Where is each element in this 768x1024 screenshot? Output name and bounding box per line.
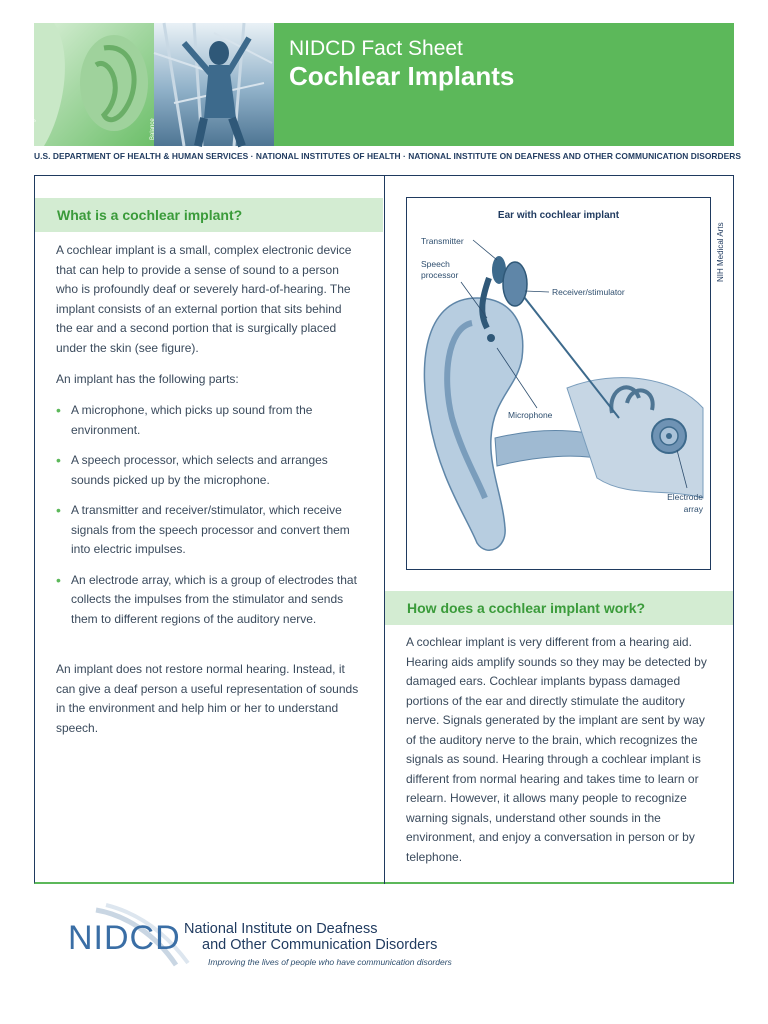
fact-sheet-label: NIDCD Fact Sheet	[289, 37, 463, 60]
list-item: • A speech processor, which selects and arranges sounds picked up by the microphone.	[56, 452, 328, 487]
logo-wordmark: NIDCD	[68, 919, 181, 957]
label-speech-processor-1: Speech	[421, 259, 450, 269]
column-divider	[384, 175, 385, 884]
bullet-icon: •	[56, 452, 61, 468]
tagline: Improving the lives of people who have communication disorders	[208, 957, 452, 967]
bullet-icon: •	[56, 502, 61, 518]
figure-title: Ear with cochlear implant	[497, 210, 620, 221]
figure-credit: NIH Medical Arts	[716, 222, 725, 282]
list-item: • A transmitter and receiver/stimulator, which receive signals from the speech processor and convert them into electric impulses.	[56, 502, 350, 556]
label-transmitter: Transmitter	[421, 236, 464, 246]
section-heading-what-is: What is a cochlear implant?	[35, 198, 383, 232]
label-electrode-1: Electrode	[667, 492, 703, 502]
header-banner	[30, 23, 734, 146]
section-heading-how-works: How does a cochlear implant work?	[385, 591, 733, 625]
nidcd-logo	[66, 905, 506, 985]
intro-paragraph: A cochlear implant is a small, complex electronic device that can help to provide a sense of sound to a person who is profoundly deaf or severely hard-of-hearing. The implant consists of an external portion that sits behind the ear and a second portion that is surgically placed under the skin (see figure).	[56, 243, 352, 355]
list-item: • A microphone, which picks up sound from the environment.	[56, 402, 313, 437]
list-item: • An electrode array, which is a group of electrodes that collects the impulses from the stimulator and sends them to different regions of the auditory nerve.	[56, 571, 357, 626]
photo1-caption: Hearing	[30, 118, 36, 140]
label-speech-processor-2: processor	[421, 270, 459, 280]
bullet-icon: •	[56, 571, 61, 588]
department-line: U.S. DEPARTMENT OF HEALTH & HUMAN SERVICES · NATIONAL INSTITUTES OF HEALTH · NATIONAL INSTITUTE ON DEAFNESS AND OTHER COMMUNICATION DISORDERS	[34, 151, 741, 161]
ear-illustration-icon	[34, 23, 154, 146]
institute-name-line1: National Institute on Deafness	[184, 921, 378, 937]
parts-list	[56, 401, 366, 640]
how-works-paragraph: A cochlear implant is very different from a hearing aid. Hearing aids amplify sounds so they may be detected by damaged ears. Cochlear implants bypass damaged portions of the ear and directly stimulate the auditory nerve. Signals generated by the implant are sent by way of the auditory nerve to the brain, which recognizes the signals as sound. Hearing through a cochlear implant is different from normal hearing and takes time to learn or relearn. However, it allows many people to recognize warning signals, understand other sounds in the environment, and enjoy a conversation in person or by telephone.	[406, 635, 707, 864]
label-receiver-stimulator: Receiver/stimulator	[552, 287, 625, 297]
parts-intro-paragraph: An implant has the following parts:	[56, 372, 239, 386]
photo2-caption: Balance	[150, 118, 156, 140]
closing-paragraph: An implant does not restore normal hearing. Instead, it can give a deaf person a useful representation of sounds in the environment and help him or her to understand speech.	[56, 662, 359, 735]
label-microphone: Microphone	[508, 410, 553, 420]
institute-name-line2: and Other Communication Disorders	[202, 937, 438, 953]
balance-photo	[150, 23, 274, 146]
ear-photo	[30, 23, 154, 146]
ear-figure	[406, 197, 711, 570]
bullet-icon: •	[56, 402, 61, 418]
tree-climber-illustration-icon	[154, 23, 274, 146]
page-title: Cochlear Implants	[289, 61, 515, 91]
label-electrode-2: array	[683, 504, 703, 514]
